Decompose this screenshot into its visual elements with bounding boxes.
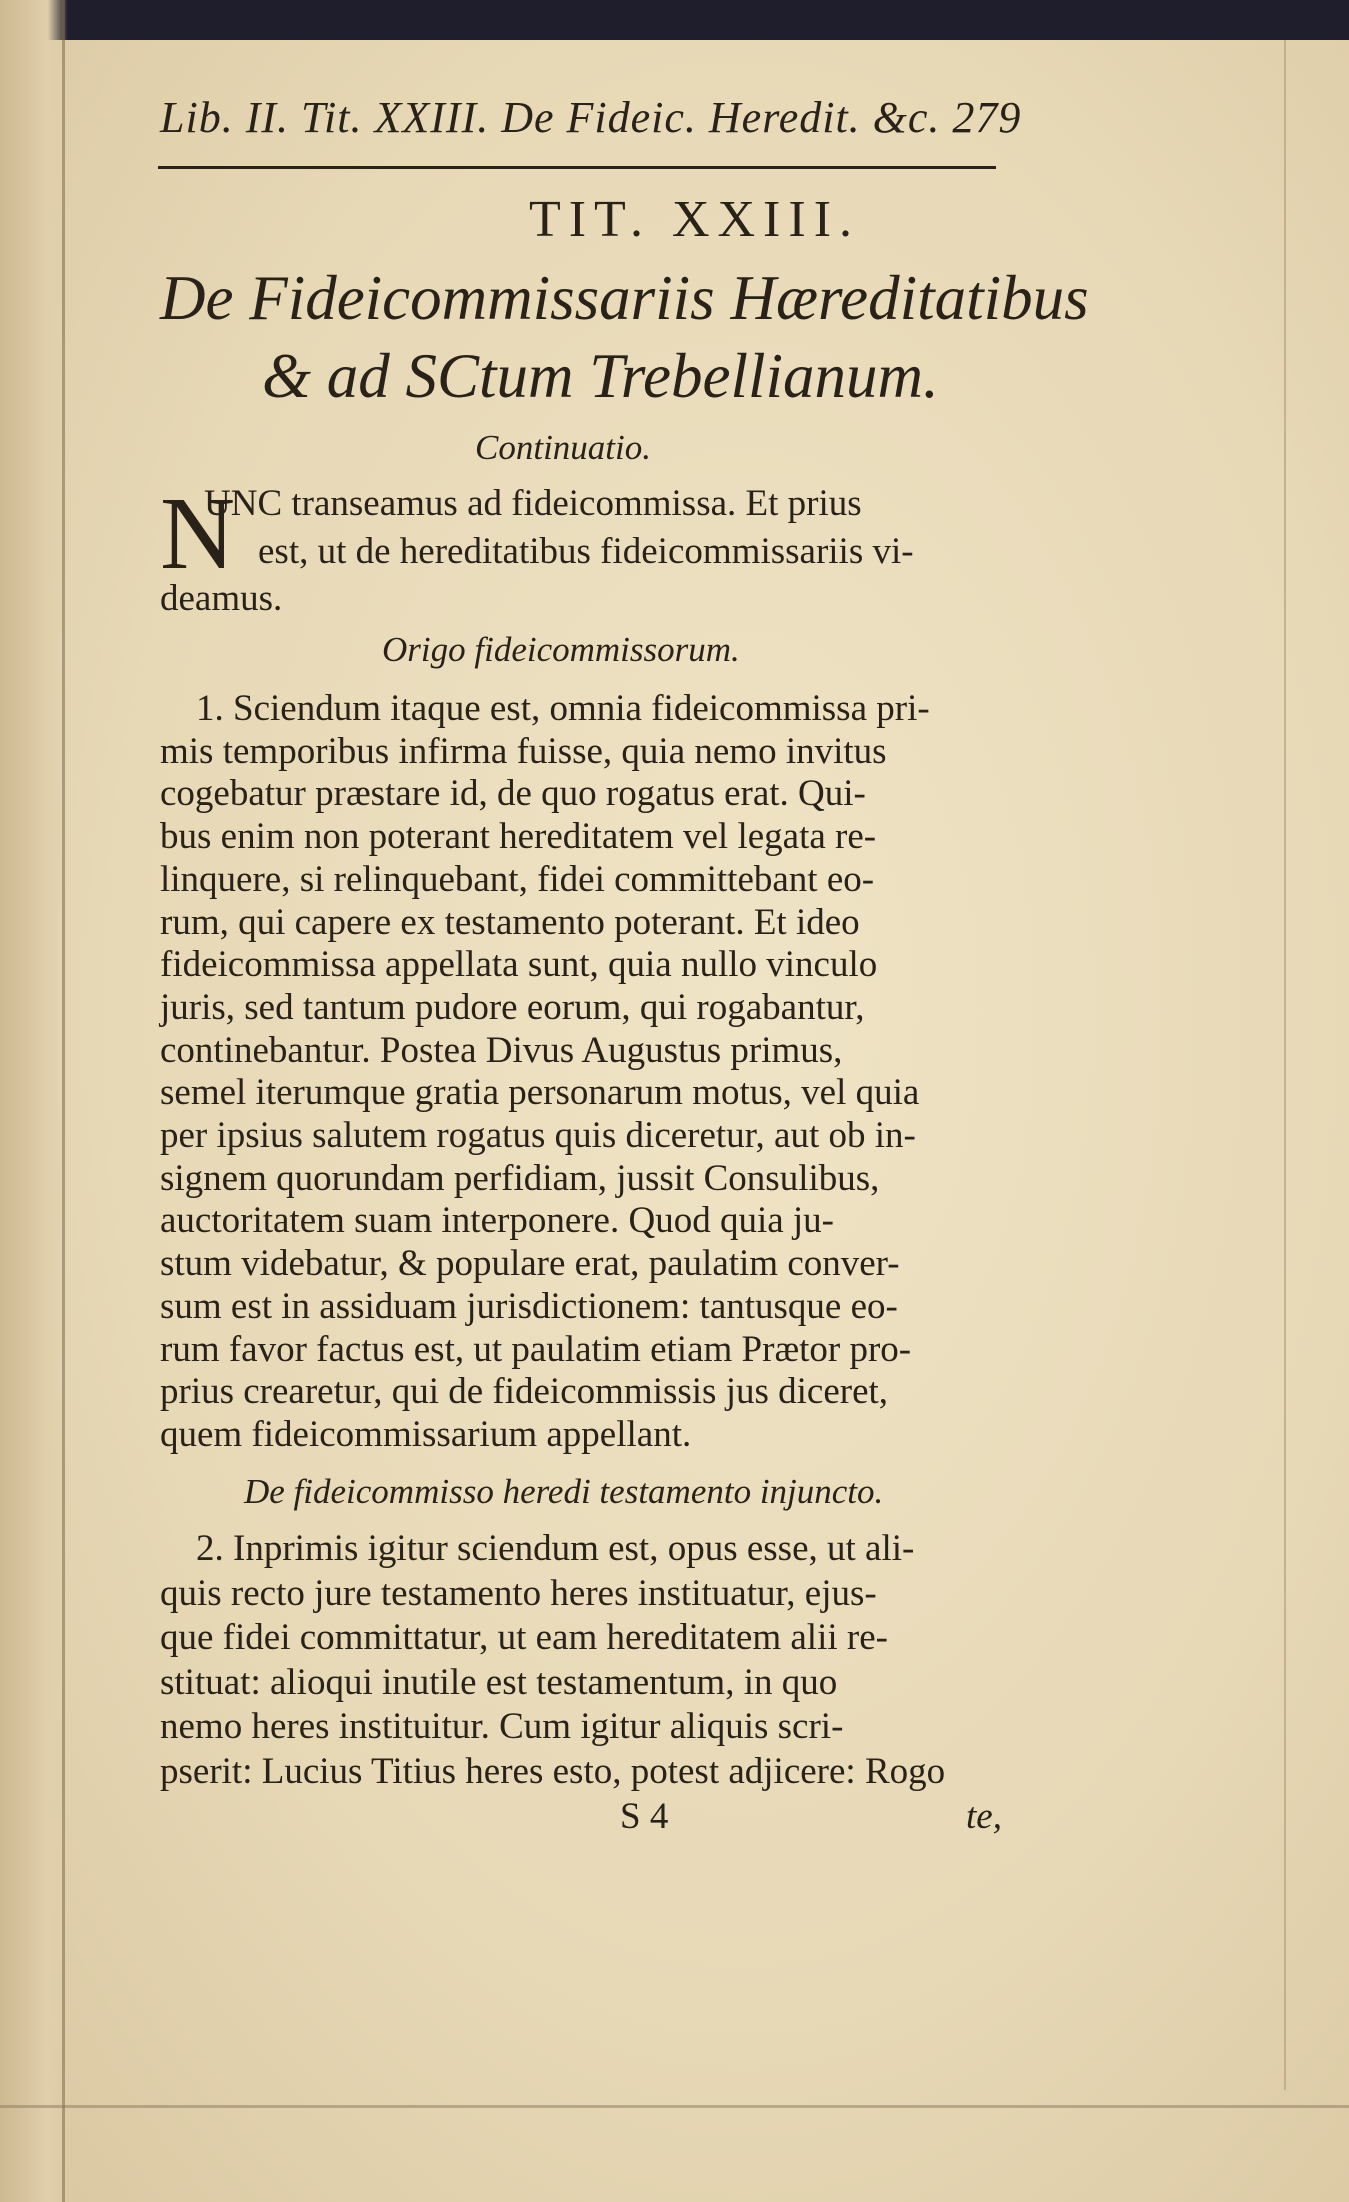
intro-line: deamus. xyxy=(160,578,283,619)
text-line: que fidei committatur, ut eam hereditatem alii re- xyxy=(160,1617,888,1659)
text-line: quem fideicommissarium appellant. xyxy=(160,1413,692,1455)
text-line: linquere, si relinquebant, fidei committebant eo- xyxy=(160,858,875,900)
page-bottom-edge xyxy=(0,2105,1349,2108)
title-line-1: De Fideicommissariis Hæreditatibus xyxy=(160,263,1089,333)
text-line: stituat: alioqui inutile est testamentum, in quo xyxy=(160,1661,838,1703)
catchword: te, xyxy=(966,1796,1002,1837)
text-line: rum, qui capere ex testamento poterant. Et ideo xyxy=(160,901,860,943)
text-line: nemo heres instituitur. Cum igitur aliquis scri- xyxy=(160,1706,844,1748)
text-line: per ipsius salutem rogatus quis diceretur, aut ob in- xyxy=(160,1115,916,1156)
text-line: fideicommissa appellata sunt, quia nullo vinculo xyxy=(160,944,878,986)
page-edge xyxy=(1284,40,1286,2090)
text-line: stum videbatur, & populare erat, paulatim conver- xyxy=(160,1243,900,1285)
text-line: juris, sed tantum pudore eorum, qui rogabantur, xyxy=(160,986,865,1028)
subheading-origo: Origo fideicommissorum. xyxy=(382,630,740,669)
text-line: 1. Sciendum itaque est, omnia fideicommissa pri- xyxy=(196,688,930,729)
text-line: continebantur. Postea Divus Augustus primus, xyxy=(160,1029,843,1071)
intro-line: est, ut de hereditatibus fideicommissariis vi- xyxy=(258,531,914,572)
signature-mark: S 4 xyxy=(620,1796,669,1837)
text-line: signem quorundam perfidiam, jussit Consulibus, xyxy=(160,1157,880,1199)
text-line: auctoritatem suam interponere. Quod quia ju- xyxy=(160,1200,835,1242)
text-line: cogebatur præstare id, de quo rogatus erat. Qui- xyxy=(160,773,866,815)
subheading-continuatio: Continuatio. xyxy=(475,428,651,467)
text-line: quis recto jure testamento heres instituatur, ejus- xyxy=(160,1572,877,1614)
text-line: mis temporibus infirma fuisse, quia nemo invitus xyxy=(160,730,887,772)
text-line: prius crearetur, qui de fideicommissis jus diceret, xyxy=(160,1371,889,1413)
subheading-de-fideicommisso: De fideicommisso heredi testamento injuncto. xyxy=(244,1472,884,1511)
intro-line: UNC transeamus ad fideicommissa. Et prius xyxy=(204,483,862,524)
text-line: semel iterumque gratia personarum motus, vel quia xyxy=(160,1072,920,1114)
gutter-fold xyxy=(62,0,65,2202)
text-line: 2. Inprimis igitur sciendum est, opus esse, ut ali- xyxy=(196,1528,915,1569)
title-line-2: & ad SCtum Trebellianum. xyxy=(262,341,939,411)
drop-cap: N xyxy=(160,476,236,591)
text-line: pserit: Lucius Titius heres esto, potest adjicere: Rogo xyxy=(160,1751,946,1792)
text-line: bus enim non poterant hereditatem vel legata re- xyxy=(160,816,877,858)
book-gutter-shadow xyxy=(0,0,68,2202)
header-rule xyxy=(158,166,996,169)
running-head: Lib. II. Tit. XXIII. De Fideic. Heredit. &c. 279 xyxy=(160,93,1022,142)
text-line: sum est in assiduam jurisdictionem: tantusque eo- xyxy=(160,1285,898,1327)
text-line: rum favor factus est, ut paulatim etiam Prætor pro- xyxy=(160,1328,912,1370)
title-number: TIT. XXIII. xyxy=(528,191,861,248)
